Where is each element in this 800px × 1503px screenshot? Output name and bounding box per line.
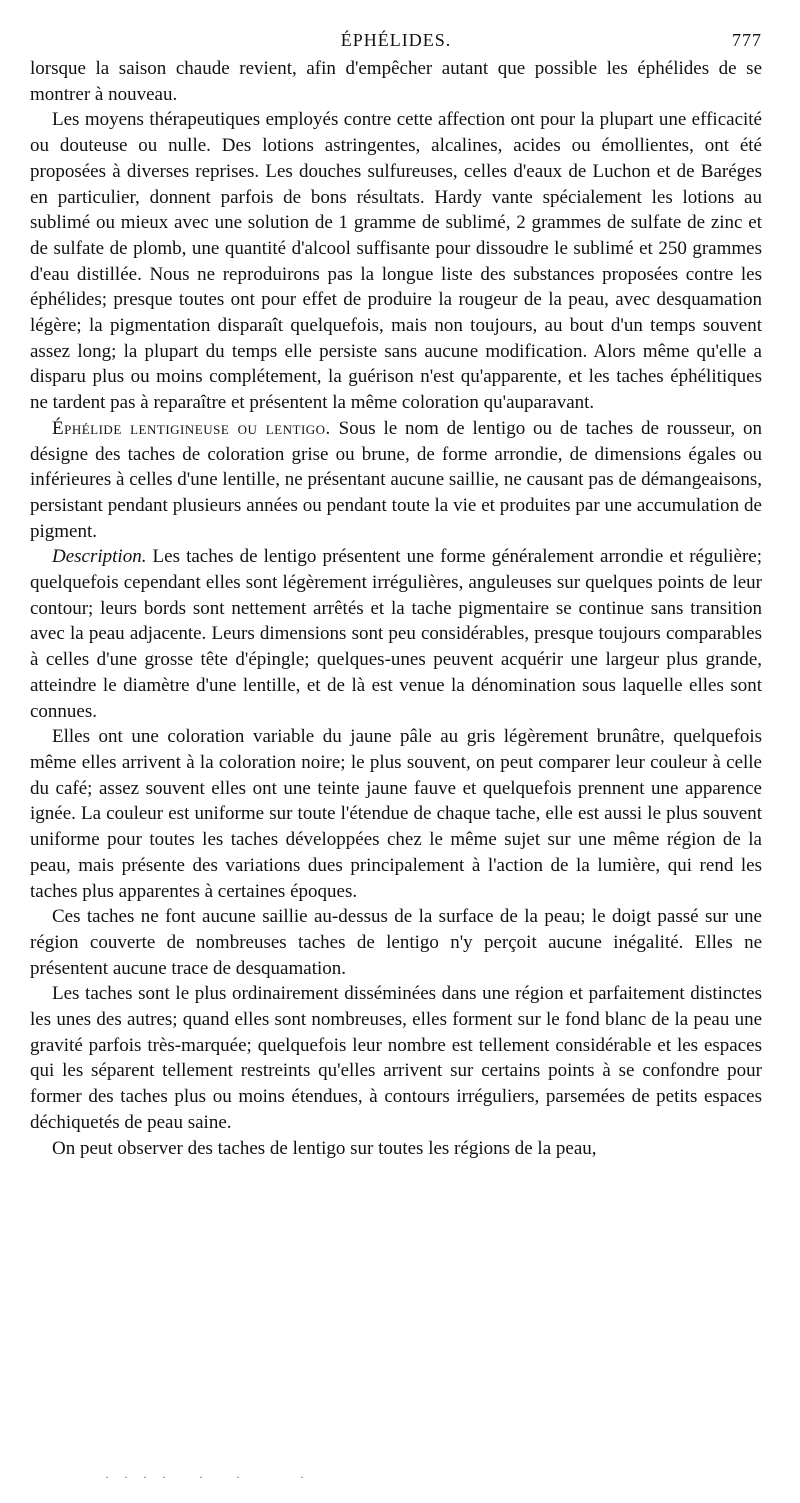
paragraph-treatment: Les moyens thérapeutiques employés contre cette affection ont pour la plupart une efficacité ou douteuse ou nulle. Des lotions astringentes, alcalines, acides ou émollientes, ont été proposées à diverses reprises. Les douches sulfureuses, celles d'eaux de Luchon et de Baréges en particulier, donnent parfois de bons résultats. Hardy vante spécialement les lotions au sublimé ou mieux avec une solution de 1 gramme de sublimé, 2 grammes de sulfate de zinc et de sulfate de plomb, une quantité d'alcool suffisante pour dissoudre le sublimé et 250 grammes d'eau distillée. Nous ne reproduirons pas la longue liste des substances proposées contre les éphélides; presque toutes ont pour effet de produire la rougeur de la peau, avec desquamation légère; la pigmentation disparaît quelquefois, mais non toujours, au bout d'un temps souvent assez long; la plupart du temps elle persiste sans aucune modification. Alors même qu'elle a disparu plus ou moins complétement, la guérison n'est qu'apparente, et les taches éphélitiques ne tardent pas à reparaître et présentent la même coloration qu'auparavant.	[30, 109, 762, 414]
page-number: 777	[732, 30, 762, 50]
section-heading-description: Description.	[52, 546, 147, 568]
paragraph-lentigo-definition: Éphélide lentigineuse ou lentigo. Sous le nom de lentigo ou de taches de rousseur, on désigne des taches de coloration grise ou brune, de forme arrondie, de dimensions égales ou inférieures à celles d'une lentille, ne présentant aucune saillie, ne causant pas de démangeaisons, persistant pendant plusieurs années ou pendant toute la vie et produites par une accumulation de pigment.	[30, 417, 763, 542]
paragraph-coloration: Elles ont une coloration variable du jaune pâle au gris légèrement brunâtre, quelquefois même elles arrivent à la coloration noire; le plus souvent, on peut comparer leur couleur à celle du café; assez souvent elles ont une teinte jaune fauve et quelquefois prennent une apparence ignée. La couleur est uniforme sur toute l'étendue de chaque tache, elle est aussi le plus souvent uniforme pour toutes les taches développées chez le même sujet sur une même région de la peau, mais présente des variations dues principalement à l'action de la lumière, qui rend les taches plus apparentes à certaines époques.	[30, 726, 762, 902]
paragraph-continuation: lorsque la saison chaude revient, afin d'empêcher autant que possible les éphélides de se montrer à nouveau.	[30, 58, 762, 105]
paragraph-regions: On peut observer des taches de lentigo sur toutes les régions de la peau,	[52, 1137, 597, 1159]
page-body	[30, 56, 762, 1161]
paragraph-description: Description. Les taches de lentigo présentent une forme généralement arrondie et régulière; quelquefois cependant elles sont légèrement irrégulières, anguleuses sur quelques points de leur contour; leurs bords sont nettement arrêtés et la tache pigmentaire se continue sans transition avec la peau adjacente. Leurs dimensions sont peu considérables, presque toujours comparables à celles d'une grosse tête d'épingle; quelques-unes peuvent acquérir une largeur plus grande, atteindre le diamètre d'une lentille, et de là est venue la dénomination sous laquelle elles sont connues.	[30, 546, 762, 722]
running-header	[30, 30, 762, 56]
running-title: ÉPHÉLIDES.	[340, 30, 452, 50]
print-specks: · · · · · · ·	[105, 1470, 310, 1484]
paragraph-surface: Ces taches ne font aucune saillie au-dessus de la surface de la peau; le doigt passé sur une région couverte de nombreuses taches de lentigo n'y perçoit aucune inégalité. Elles ne présentent aucune trace de desquamation.	[30, 906, 762, 979]
document-page	[30, 30, 762, 1161]
paragraph-distribution: Les taches sont le plus ordinairement disséminées dans une région et parfaitement distinctes les unes des autres; quand elles sont nombreuses, elles forment sur le fond blanc de la peau une gravité parfois très-marquée; quelquefois leur nombre est tellement considérable et les espaces qui les séparent tellement restreints qu'elles arrivent sur certains points à se confondre pour former des taches plus ou moins étendues, à contours irréguliers, parsemées de petits espaces déchiquetés de peau saine.	[30, 983, 762, 1133]
section-heading-lentigo: Éphélide lentigineuse ou lentigo.	[52, 417, 331, 439]
